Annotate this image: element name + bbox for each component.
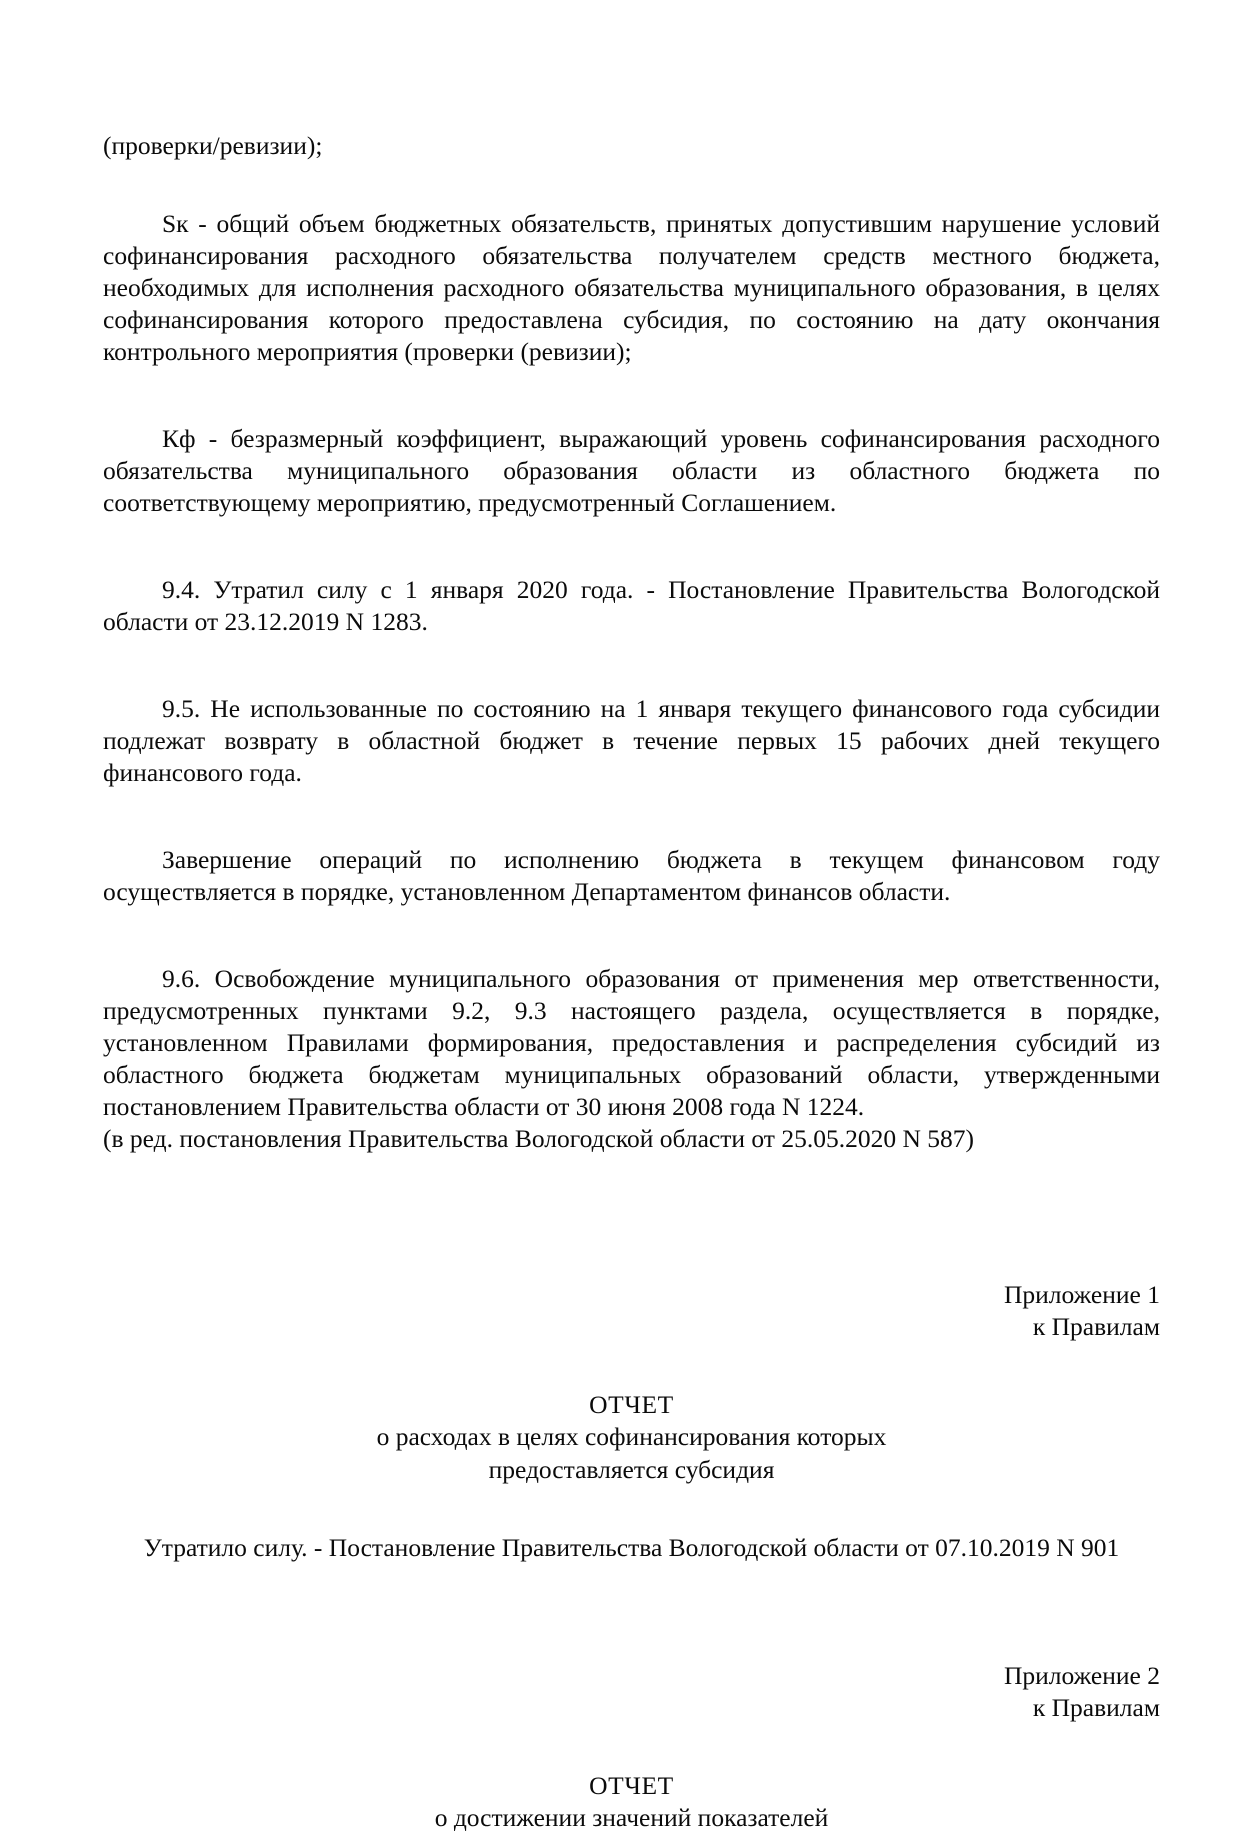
paragraph-sk-definition: Sк - общий объем бюджетных обязательств, принятых допустившим нарушение условий софинансирования расходного обязательства получателем средств местного бюджета, необходимых для исполнения расходного обязательства муниципального образования, в целях софинансирования которого предоставлена субсидия, по состоянию на дату окончания контрольного мероприятия (проверки (ревизии); [103, 209, 1160, 366]
paragraph-gap [103, 933, 1160, 963]
paragraph-clause-9-6: 9.6. Освобождение муниципального образования от применения мер ответственности, предусмотренных пунктами 9.2, 9.3 настоящего раздела, осуществляется в порядке, установленном Правилами формирования, предоставления и распределения субсидий из областного бюджета бюджетам муниципальных образований области, утвержденными постановлением Правительства области от 30 июня 2008 года N 1224. [103, 964, 1160, 1121]
section-gap [103, 1155, 1160, 1279]
appendix-2-report-heading [103, 1770, 1160, 1834]
appendix-1-repeal-note: Утратило силу. - Постановление Правительства Вологодской области от 07.10.2019 N 901 [143, 1532, 1120, 1562]
paragraph-gap [103, 393, 1160, 423]
appendix-2-number: Приложение 2 [1004, 1660, 1160, 1690]
appendix-1-number: Приложение 1 [1004, 1280, 1160, 1309]
document-content [103, 130, 1160, 1834]
paragraph-clause-9-5: 9.5. Не использованные по состоянию на 1 января текущего финансового года субсидии подлежат возврату в областной бюджет в течение первых 15 рабочих дней текущего финансового года. [103, 694, 1160, 787]
appendix-1-report-heading [103, 1389, 1160, 1485]
appendix-2-report-title: ОТЧЕТ [589, 1770, 674, 1800]
paragraph-kf-definition: Кф - безразмерный коэффициент, выражающий уровень софинансирования расходного обязательства муниципального образования области из областного бюджета по соответствующему мероприятию, предусмотренный Соглашением. [103, 424, 1160, 517]
paragraph-gap [103, 162, 1160, 208]
appendix-1-report-title: ОТЧЕТ [589, 1390, 674, 1420]
appendix-1-report-subtitle-line-1: о расходах в целях софинансирования которых [376, 1422, 887, 1452]
paragraph-gap [103, 814, 1160, 844]
appendix-gap [103, 1486, 1160, 1532]
paragraph-clause-9-4: 9.4. Утратил силу с 1 января 2020 года. - Постановление Правительства Вологодской области от 23.12.2019 N 1283. [103, 575, 1160, 636]
appendix-1-reference: к Правилам [1032, 1312, 1160, 1342]
paragraph-gap [103, 544, 1160, 574]
appendix-gap [103, 1343, 1160, 1389]
section-gap [103, 1564, 1160, 1660]
appendix-2-report-subtitle-line-1: о достижении значений показателей [434, 1803, 829, 1832]
paragraph-gap [103, 663, 1160, 693]
appendix-gap [103, 1724, 1160, 1770]
appendix-1-report-subtitle-line-2: предоставляется субсидия [488, 1454, 775, 1484]
paragraph-clause-9-5-continuation: Завершение операций по исполнению бюджета в текущем финансовом году осуществляется в порядке, установленном Департаментом финансов области. [103, 845, 1160, 906]
appendix-1-header [103, 1279, 1160, 1343]
appendix-2-reference: к Правилам [1032, 1692, 1160, 1722]
continued-line: (проверки/ревизии); [103, 131, 323, 160]
appendix-2-header [103, 1660, 1160, 1724]
amendment-note: (в ред. постановления Правительства Вологодской области от 25.05.2020 N 587) [103, 1124, 974, 1153]
